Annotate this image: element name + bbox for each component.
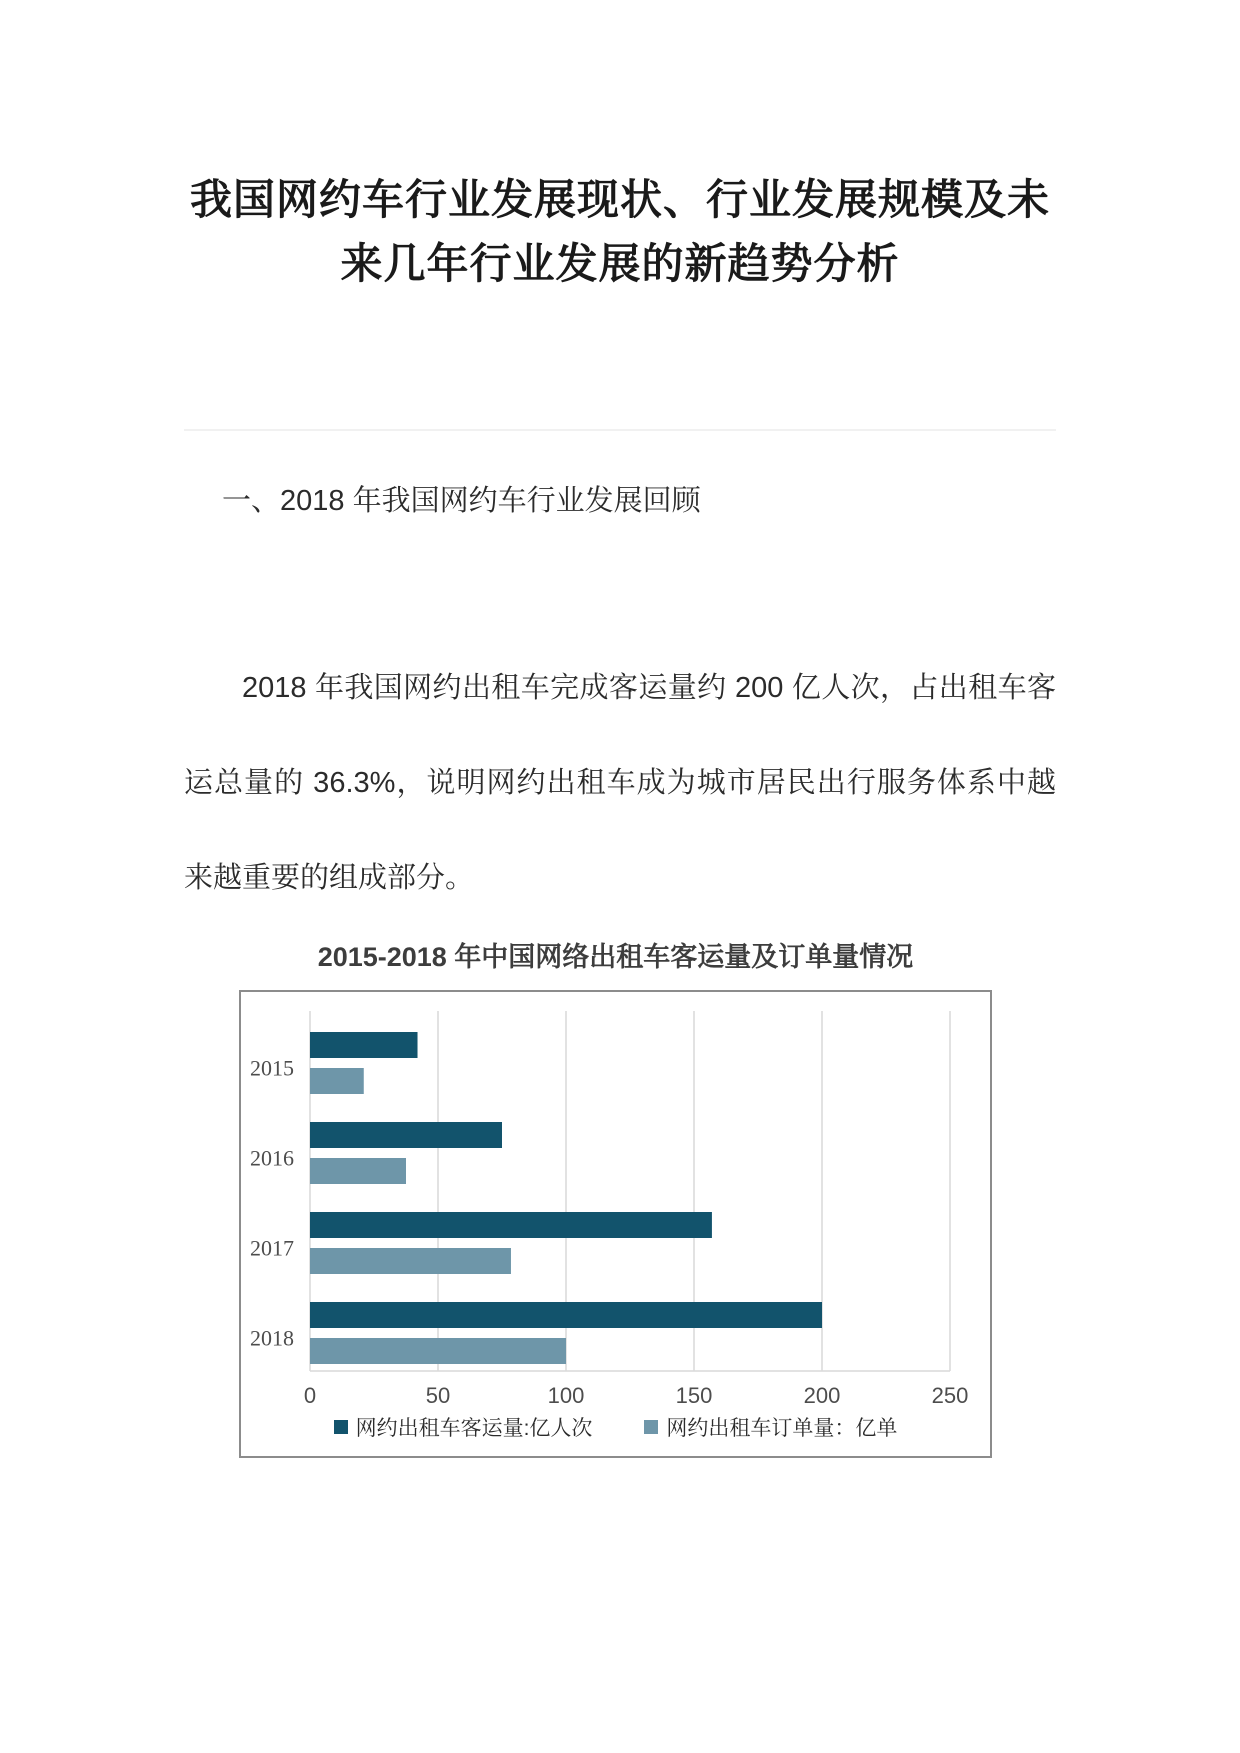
category-label-2015: 2015 — [250, 1055, 294, 1081]
bar-order-volume-2015 — [310, 1068, 364, 1094]
chart-legend — [241, 1412, 990, 1442]
bar-order-volume-2016 — [310, 1158, 406, 1184]
legend-item-passenger-volume — [334, 1412, 593, 1442]
category-label-2017: 2017 — [250, 1235, 294, 1261]
tick-label-100: 100 — [547, 1383, 585, 1408]
section-heading: 一、2018 年我国网约车行业发展回顾 — [222, 485, 701, 517]
divider — [184, 429, 1056, 431]
bar-passenger-volume-2018 — [310, 1302, 822, 1328]
document-content — [184, 0, 1056, 1458]
bar-chart — [241, 992, 990, 1456]
category-label-2018: 2018 — [250, 1325, 294, 1351]
body-paragraph: 2018 年我国网约出租车完成客运量约 200 亿人次，占出租车客运总量的 36.3%，说明网约出租车成为城市居民出行服务体系中越来越重要的组成部分。 — [184, 672, 1056, 894]
tick-label-50: 50 — [425, 1383, 451, 1408]
tick-label-250: 250 — [931, 1383, 969, 1408]
tick-label-0: 0 — [303, 1383, 317, 1408]
bar-passenger-volume-2017 — [310, 1212, 712, 1238]
legend-swatch-passenger-volume — [334, 1420, 348, 1434]
tick-label-200: 200 — [803, 1383, 841, 1408]
tick-label-150: 150 — [675, 1383, 713, 1408]
bar-passenger-volume-2016 — [310, 1122, 502, 1148]
legend-label-order-volume: 网约出租车订单量：亿单 — [666, 1417, 898, 1440]
bar-order-volume-2017 — [310, 1248, 511, 1274]
bar-order-volume-2018 — [310, 1338, 566, 1364]
category-label-2016: 2016 — [250, 1145, 294, 1171]
chart-title: 2015-2018 年中国网络出租车客运量及订单量情况 — [317, 942, 914, 972]
legend-item-order-volume — [644, 1412, 897, 1442]
document-title: 我国网约车行业发展现状、行业发展规模及未来几年行业发展的新趋势分析 — [189, 176, 1050, 287]
bar-passenger-volume-2015 — [310, 1032, 418, 1058]
legend-swatch-order-volume — [644, 1420, 658, 1434]
chart-container — [239, 990, 992, 1458]
legend-label-passenger-volume: 网约出租车客运量:亿人次 — [355, 1417, 593, 1440]
